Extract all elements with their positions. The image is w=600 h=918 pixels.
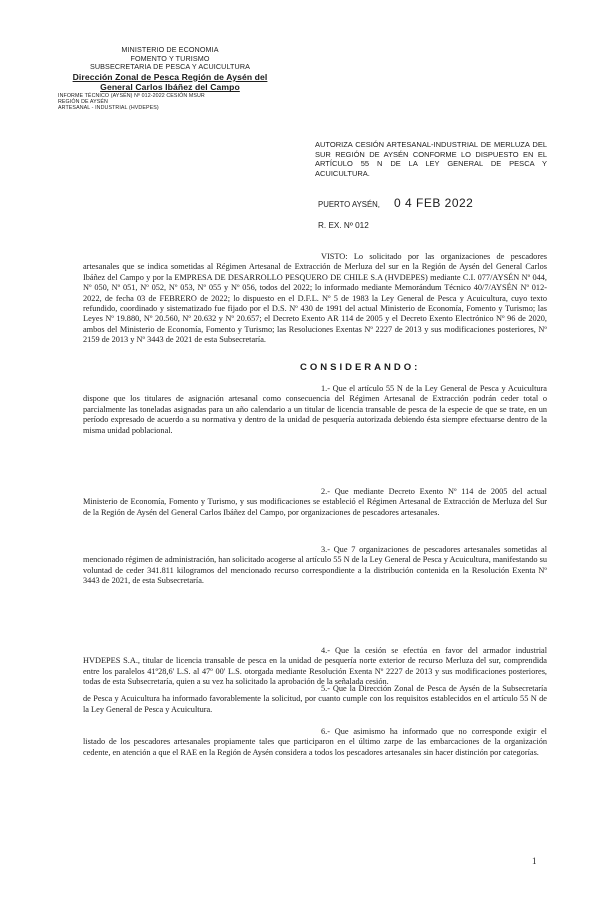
date-stamp: 0 4 FEB 2022 bbox=[393, 196, 474, 210]
visto-paragraph: VISTO: Lo solicitado por las organizaciones de pescadores artesanales que se indica sometidas al Régimen Artesanal de Extracción de Merluza del sur en la Región de Aysén del General Carlos Ibáñez del Campo y por la EMPRESA DE DESARROLLO PESQUERO DE CHILE S.A (HVDEPES) mediante C.I. 077/AYSÉN Nº 044, Nº 050, Nº 051, Nº 052, Nº 053, Nº 055 y Nº 056, todos del 2022; lo informado mediante Memorándum Técnico 40/7/AYSÉN Nº 012-2022, de fecha 03 de FEBRERO de 2022; lo dispuesto en el D.F.L. Nº 5 de 1983 la Ley General de Pesca y Acuicultura, cuyo texto refundido, coordinado y sistematizado fue fijado por el D.S. Nº 430 de 1991 del actual Ministerio de Economía, Fomento y Turismo; las Leyes Nº 19.880, Nº 20.560, Nº 20.632 y Nº 20.657; el Decreto Exento AR 114 de 2005 y el Decreto Exento Electrónico Nº 96 de 2020, ambos del Ministerio de Economía, Fomento y Turismo; las Resoluciones Exentas Nº 2227 de 2013 y sus modificaciones posteriores, Nº 2159 de 2013 y Nº 3443 de 2021 de esta Subsecretaría. bbox=[83, 252, 547, 345]
place: PUERTO AYSÉN, bbox=[318, 200, 380, 209]
considerando-paragraph-6: 6.- Que asimismo ha informado que no corresponde exigir el listado de los pescadores artesanales propiamente tales que participaron en el último zarpe de las embarcaciones de la organización cedente, en atención a que el RAE en la Región de Aysén considera a todos los pescadores artesanales sin hacer distinción por categorías. bbox=[83, 727, 547, 757]
considerando-paragraph-3: 3.- Que 7 organizaciones de pescadores artesanales sometidas al mencionado régimen de administración, han solicitado acogerse al artículo 55 N de la Ley General de Pesca y Acuicultura, manifestando su voluntad de ceder 341.811 kilogramos del mencionado recurso correspondiente a la distribución contenida en la Resolución Exenta Nº 3443 de 2021, de esta Subsecretaría. bbox=[83, 545, 548, 586]
place-date-line bbox=[318, 196, 473, 210]
zonal-region: General Carlos Ibáñez del Campo bbox=[100, 82, 240, 93]
letterhead bbox=[50, 46, 290, 112]
header-note-type: ARTESANAL - INDUSTRIAL (HVDEPES) bbox=[58, 105, 159, 112]
header-note-report: INFORME TÉCNICO (AYSÉN) Nº 012-2022 CESIÓN MSUR bbox=[58, 92, 205, 99]
header-note-region: REGIÓN DE AYSÉN bbox=[58, 99, 108, 106]
considerando-paragraph-2: 2.- Que mediante Decreto Exento Nº 114 de 2005 del actual Ministerio de Economía, Fomento y Turismo, y sus modificaciones se estableció el Régimen Artesanal de Extracción de Merluza del Sur de la Región de Aysén del General Carlos Ibáñez del Campo, por organizaciones de pescadores artesanales. bbox=[83, 487, 547, 517]
resolution-summary: AUTORIZA CESIÓN ARTESANAL-INDUSTRIAL DE MERLUZA DEL SUR REGIÓN DE AYSÉN CONFORME LO DISPUESTO EN EL ARTÍCULO 55 N DE LA LEY GENERAL DE PESCA Y ACUICULTURA. bbox=[315, 140, 547, 178]
ministry-subtitle: FOMENTO Y TURISMO bbox=[130, 53, 210, 63]
considerando-paragraph-4: 4.- Que la cesión se efectúa en favor del armador industrial HVDEPES S.A., titular de licencia transable de pesca en la unidad de pesquería norte exterior de recurso Merluza del sur, comprendida entre los paralelos 41º28,6' L.S. al 47º 00' L.S. otorgada mediante Resolución Exenta Nº 2227 de 2013 y sus modificaciones posteriores, todas de esta Subsecretaría, quien a su vez ha solicitado la aprobación de la señalada cesión. bbox=[83, 646, 547, 687]
considerando-heading: CONSIDERANDO: bbox=[300, 362, 421, 373]
considerando-paragraph-1: 1.- Que el artículo 55 N de la Ley General de Pesca y Acuicultura dispone que los titulares de asignación artesanal como consecuencia del Régimen Artesanal de Extracción podrán ceder total o parcialmente las toneladas asignadas para un año calendario a un titular de licencia transable de pesca de la especie de que se trate, en un período expresado de acuerdo a su normativa y dentro de la unidad de pesquería autorizada debiendo ésta siempre efectuarse dentro de la misma unidad poblacional. bbox=[83, 384, 547, 435]
undersecretariat-name: SUBSECRETARIA DE PESCA Y ACUICULTURA bbox=[89, 62, 251, 72]
ministry-name: MINISTERIO DE ECONOMIA bbox=[121, 45, 219, 54]
considerando-paragraph-5: 5.- Que la Dirección Zonal de Pesca de Aysén de la Subsecretaría de Pesca y Acuicultura ha informado favorablemente la solicitud, por cuanto cumple con los requisitos establecidos en el artículo 55 N de la Ley General de Pesca y Acuicultura. bbox=[83, 684, 547, 714]
zonal-directorate: Dirección Zonal de Pesca Región de Aysén del bbox=[72, 71, 268, 82]
resolution-number: R. EX. Nº 012 bbox=[318, 221, 369, 230]
page-number: 1 bbox=[532, 856, 537, 866]
